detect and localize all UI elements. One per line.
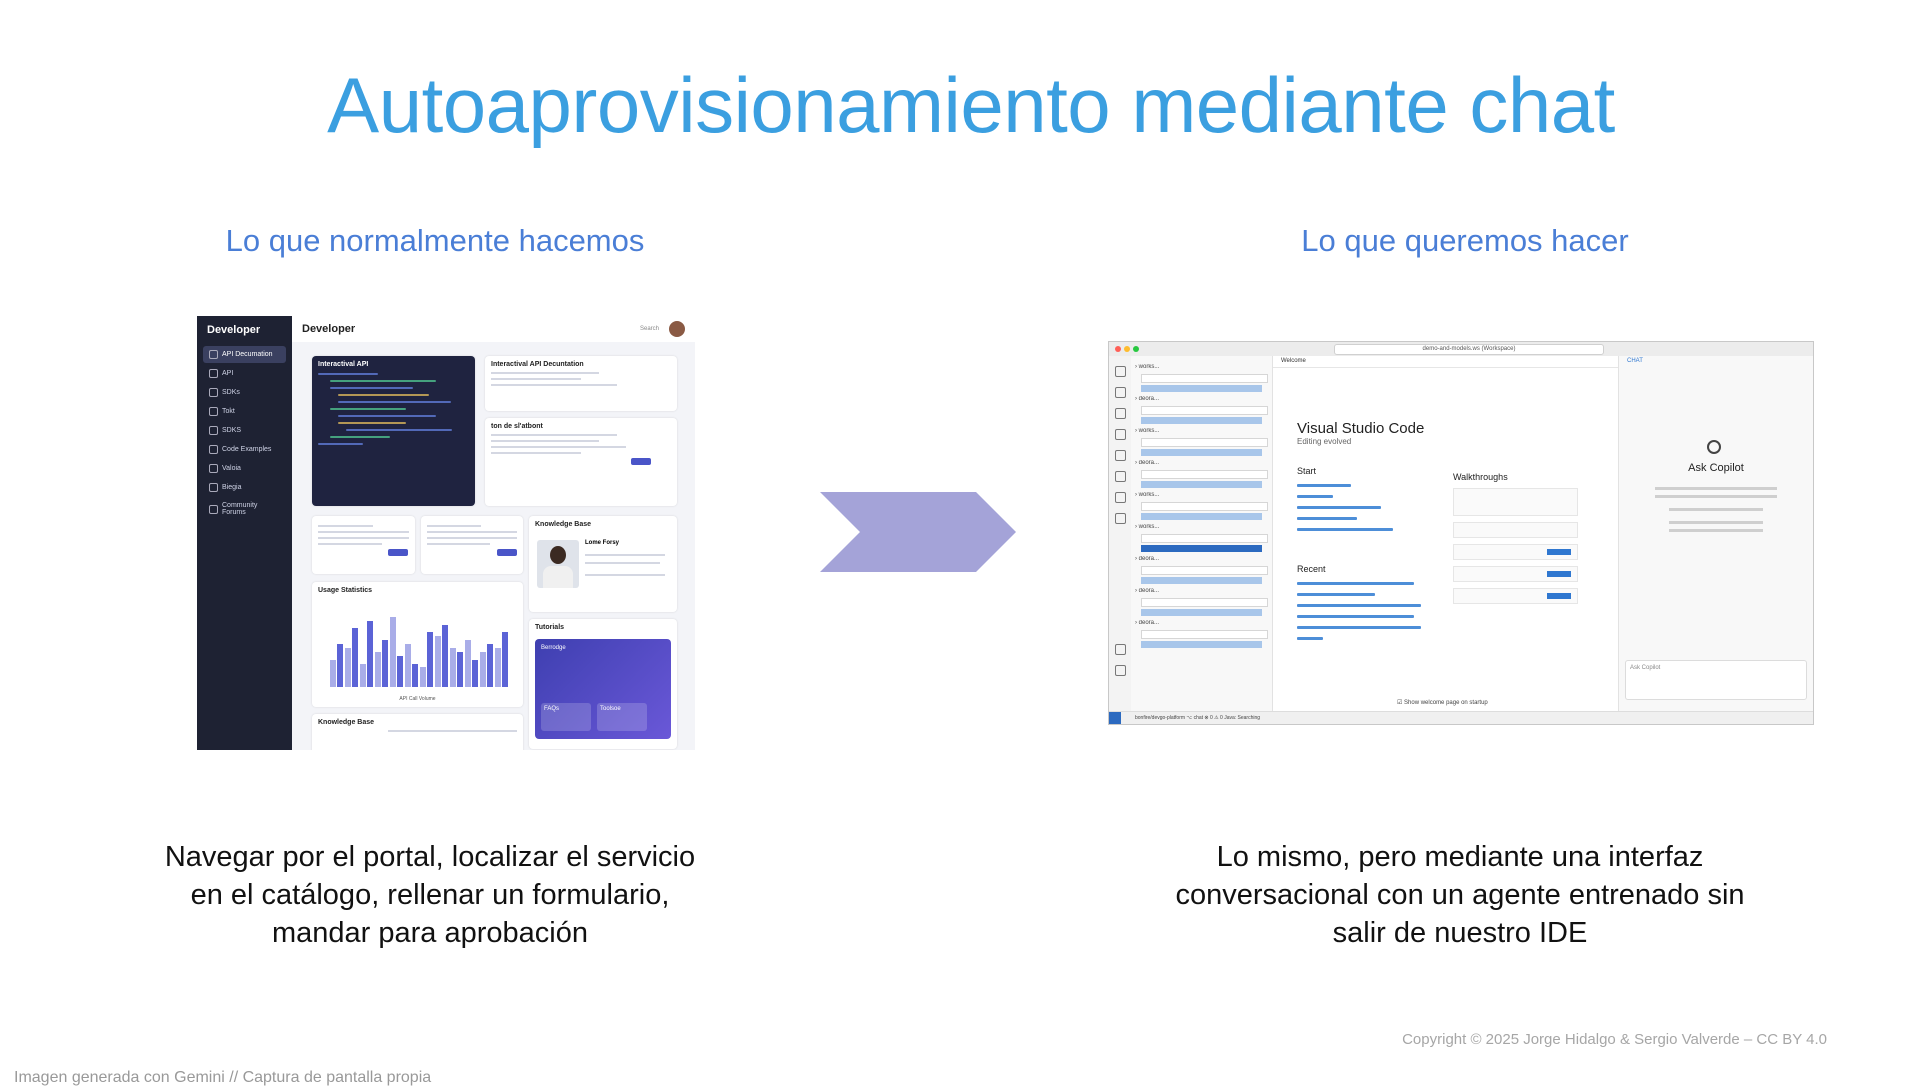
tut-badge: Berrodge xyxy=(541,645,566,651)
close-dot xyxy=(1115,346,1121,352)
activity-bar xyxy=(1109,356,1132,712)
card-title: ton de sl'atbont xyxy=(491,423,543,430)
card-title: Tutorials xyxy=(535,624,565,631)
card-title: Interactival API xyxy=(318,361,369,368)
copilot-icon xyxy=(1115,513,1126,524)
extensions-icon xyxy=(1115,450,1126,461)
usage-bar xyxy=(495,648,501,687)
maximize-dot xyxy=(1133,346,1139,352)
faqs-chip: FAQs xyxy=(541,703,591,731)
vscode-screenshot xyxy=(1108,341,1814,725)
portal-nav-item: Valoia xyxy=(203,460,286,477)
run-icon xyxy=(1115,429,1126,440)
image-credit: Imagen generada con Gemini // Captura de pantalla propia xyxy=(14,1069,432,1086)
command-center: demo-and-models.ws (Workspace) xyxy=(1334,344,1604,355)
walkthroughs-title: Walkthroughs xyxy=(1453,472,1508,482)
chatbot-card xyxy=(485,418,677,506)
usage-bar xyxy=(442,625,448,687)
source-control-icon xyxy=(1115,408,1126,419)
account-icon xyxy=(1115,644,1126,655)
walkthroughs-section xyxy=(1453,472,1578,610)
usage-bar xyxy=(450,648,456,687)
slide-title: Autoaprovisionamiento mediante chat xyxy=(327,61,1615,149)
card-title: Interactival API Decuntation xyxy=(491,361,584,368)
portal-nav-item: Tokt xyxy=(203,403,286,420)
usage-bar xyxy=(382,640,388,687)
recent-title: Recent xyxy=(1297,564,1326,574)
form-card xyxy=(421,516,523,574)
portal-nav-item: Community Forums xyxy=(203,498,286,520)
portal-nav-item: API xyxy=(203,365,286,382)
avatar xyxy=(669,321,685,337)
right-caption: Lo mismo, pero mediante una interfaz conversacional con un agente entrenado sin salir de nuestro IDE xyxy=(1175,841,1745,949)
usage-bar xyxy=(435,636,441,687)
card-title: Usage Statistics xyxy=(318,587,373,594)
welcome-subheading: Editing evolved xyxy=(1297,437,1352,446)
chevron-arrow-icon xyxy=(820,492,1016,572)
developer-portal-image xyxy=(197,316,695,750)
left-heading: Lo que normalmente hacemos xyxy=(225,223,645,258)
portal-logo: Developer xyxy=(207,324,261,336)
person-photo xyxy=(537,540,579,588)
explorer-row xyxy=(1135,588,1268,616)
start-title: Start xyxy=(1297,466,1317,476)
testing-icon xyxy=(1115,492,1126,503)
explorer-row xyxy=(1135,556,1268,584)
tab-welcome: Welcome xyxy=(1273,356,1618,368)
explorer-row-label: › deora... xyxy=(1135,556,1160,562)
explorer-row-label: › works... xyxy=(1135,524,1160,530)
usage-bar xyxy=(502,632,508,687)
welcome-page xyxy=(1273,356,1618,712)
portal-nav-item: Code Examples xyxy=(203,441,286,458)
explorer-panel xyxy=(1131,356,1273,712)
usage-statistics-card xyxy=(312,582,523,707)
minimize-dot xyxy=(1124,346,1130,352)
api-icon xyxy=(209,369,218,378)
chat-panel xyxy=(1618,356,1813,712)
recent-section xyxy=(1297,564,1427,648)
start-section xyxy=(1297,466,1417,539)
doc-icon xyxy=(209,350,218,359)
explorer-row xyxy=(1135,364,1268,392)
portal-nav-item: SDKS xyxy=(203,422,286,439)
card-title: Knowledge Base xyxy=(535,521,592,528)
usage-bar xyxy=(390,617,396,687)
tutorials-banner xyxy=(535,639,671,739)
form-card xyxy=(312,516,415,574)
copyright: Copyright © 2025 Jorge Hidalgo & Sergio Valverde – CC BY 4.0 xyxy=(1402,1031,1827,1048)
usage-bar xyxy=(412,664,418,687)
usage-bar xyxy=(420,667,426,687)
chat-input: Ask Copilot xyxy=(1625,660,1807,700)
users-icon xyxy=(209,505,218,514)
usage-bar xyxy=(487,644,493,687)
chat-title: Ask Copilot xyxy=(1688,462,1744,474)
portal-nav-item: SDKs xyxy=(203,384,286,401)
explorer-row xyxy=(1135,492,1268,520)
usage-bar xyxy=(345,648,351,687)
usage-bar xyxy=(427,632,433,687)
explorer-row-label: › deora... xyxy=(1135,620,1160,626)
tutorials-card xyxy=(529,619,677,749)
explorer-row-label: › works... xyxy=(1135,364,1160,370)
files-icon xyxy=(1115,366,1126,377)
knowledge-base-card xyxy=(529,516,677,612)
explorer-row xyxy=(1135,428,1268,456)
usage-bar xyxy=(397,656,403,687)
portal-sidebar xyxy=(197,316,292,750)
vscode-titlebar xyxy=(1109,342,1813,357)
explorer-row-label: › deora... xyxy=(1135,396,1160,402)
portal-topbar xyxy=(292,316,695,342)
explorer-row xyxy=(1135,620,1268,648)
knowledge-base-card-2 xyxy=(312,714,523,750)
usage-bar xyxy=(367,621,373,687)
usage-legend: API Call Volume xyxy=(399,696,436,702)
gear-icon xyxy=(1115,665,1126,676)
blog-icon xyxy=(209,483,218,492)
explorer-row xyxy=(1135,396,1268,424)
calendar-icon xyxy=(209,426,218,435)
explorer-row xyxy=(1135,460,1268,488)
usage-bar xyxy=(360,664,366,687)
portal-nav-item: API Decumation xyxy=(203,346,286,363)
status-bar: bonfire/devgo-platform ⌥ chat ⊗ 0 ⚠ 0 Java: Searching xyxy=(1109,711,1813,724)
explorer-row xyxy=(1135,524,1268,552)
tools-chip: Toolsoe xyxy=(597,703,647,731)
usage-bar xyxy=(330,660,336,687)
code-icon xyxy=(209,445,218,454)
person-name: Lome Forsy xyxy=(585,540,620,546)
explorer-row-label: › works... xyxy=(1135,492,1160,498)
card-title: Knowledge Base xyxy=(318,719,375,726)
portal-search: Search xyxy=(639,326,659,332)
gear-icon xyxy=(209,464,218,473)
token-icon xyxy=(209,407,218,416)
explorer-row-label: › works... xyxy=(1135,428,1160,434)
usage-bar xyxy=(480,652,486,687)
remote-icon xyxy=(1115,471,1126,482)
usage-bar xyxy=(405,644,411,687)
chat-tab: CHAT xyxy=(1627,358,1643,364)
right-heading: Lo que queremos hacer xyxy=(1301,223,1629,258)
left-caption: Navegar por el portal, localizar el servicio en el catálogo, rellenar un formulario, mandar para aprobación xyxy=(164,841,696,949)
welcome-heading: Visual Studio Code xyxy=(1297,420,1425,437)
explorer-row-label: › deora... xyxy=(1135,588,1160,594)
usage-bar xyxy=(457,652,463,687)
usage-bar xyxy=(337,644,343,687)
remote-indicator xyxy=(1109,712,1121,724)
show-welcome-checkbox: ☑ Show welcome page on startup xyxy=(1397,700,1488,706)
interactive-api-card xyxy=(312,356,475,506)
portal-nav-item: Biegia xyxy=(203,479,286,496)
usage-bar xyxy=(352,628,358,687)
api-doc-card xyxy=(485,356,677,411)
usage-bar xyxy=(375,652,381,687)
usage-bar xyxy=(465,640,471,687)
search-icon xyxy=(1115,387,1126,398)
sdk-icon xyxy=(209,388,218,397)
copilot-icon xyxy=(1707,440,1721,454)
usage-bar xyxy=(472,660,478,687)
explorer-row-label: › deora... xyxy=(1135,460,1160,466)
portal-top-logo: Developer xyxy=(302,323,356,335)
